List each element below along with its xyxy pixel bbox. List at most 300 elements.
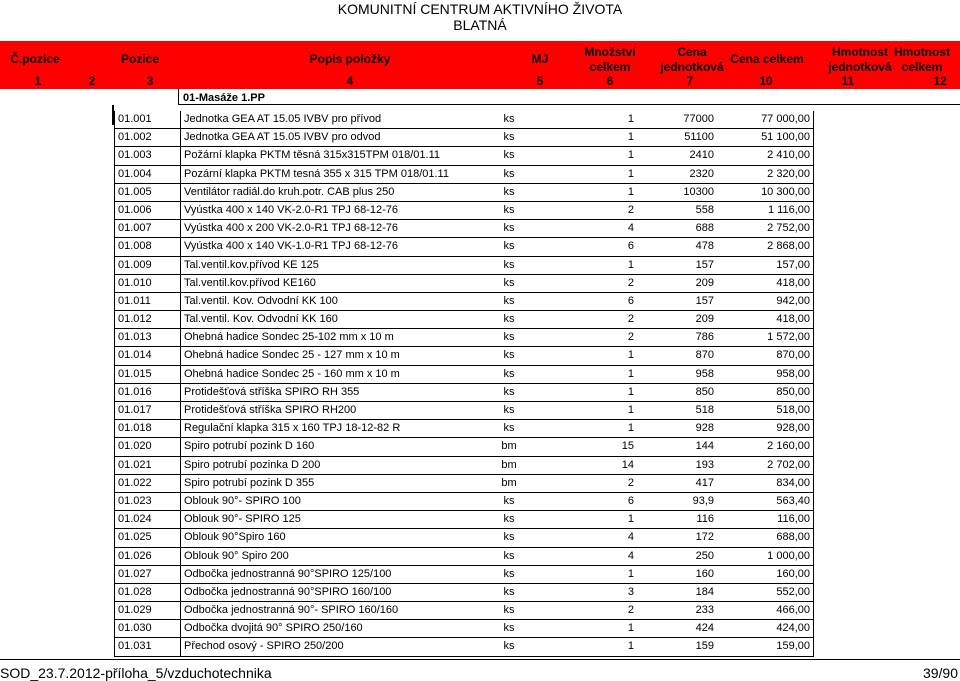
header-hm-j-2: jednotková (828, 60, 892, 74)
item-total-price: 958,00 (776, 367, 810, 380)
item-code: 01.009 (118, 258, 152, 271)
items-table (114, 111, 814, 657)
item-quantity: 2 (627, 203, 634, 216)
item-code: 01.024 (118, 513, 152, 526)
item-unit: ks (503, 549, 515, 562)
item-quantity: 2 (627, 276, 634, 289)
item-total-price: 157,00 (776, 258, 810, 271)
header-mnozstvi-1: Množství (584, 45, 636, 59)
item-quantity: 1 (627, 349, 634, 362)
grid-line (114, 420, 115, 438)
item-unit-price: 144 (695, 440, 714, 453)
grid-line (813, 329, 814, 347)
grid-line (180, 493, 181, 511)
item-total-price: 1 572,00 (767, 331, 810, 344)
grid-line (813, 438, 814, 456)
item-quantity: 6 (627, 240, 634, 253)
item-code: 01.023 (118, 494, 152, 507)
item-unit: ks (503, 494, 515, 507)
item-unit: bm (501, 458, 517, 471)
item-unit-price: 193 (695, 458, 714, 471)
item-unit: ks (503, 167, 515, 180)
grid-line (180, 620, 181, 638)
item-total-price: 77 000,00 (761, 113, 810, 125)
item-description: Spiro potrubí pozink D 160 (184, 440, 315, 453)
item-total-price: 160,00 (776, 567, 810, 580)
grid-line (813, 620, 814, 638)
col-number: 6 (606, 74, 614, 88)
grid-line (114, 111, 115, 129)
item-code: 01.007 (118, 222, 152, 235)
table-row (114, 147, 814, 165)
item-unit: ks (503, 513, 515, 526)
item-code: 01.014 (118, 349, 152, 362)
item-unit: ks (503, 276, 515, 289)
item-description: Oblouk 90°Spiro 160 (184, 531, 286, 544)
item-unit-price: 478 (695, 240, 714, 253)
item-unit: ks (503, 367, 515, 380)
item-unit-price: 209 (695, 313, 714, 326)
item-total-price: 563,40 (776, 494, 810, 507)
grid-line (114, 402, 115, 420)
item-code: 01.028 (118, 585, 152, 598)
item-code: 01.016 (118, 385, 152, 398)
col-number: 4 (346, 74, 354, 88)
table-row (114, 166, 814, 184)
table-row (114, 511, 814, 529)
grid-line (114, 511, 115, 529)
header-cena-celkem: Cena celkem (730, 52, 804, 66)
item-quantity: 1 (627, 567, 634, 580)
item-total-price: 10 300,00 (761, 185, 810, 198)
item-unit: ks (503, 149, 515, 162)
grid-line (813, 402, 814, 420)
item-description: Ohebná hadice Sondec 25 - 127 mm x 10 m (184, 349, 400, 362)
item-unit-price: 184 (695, 585, 714, 598)
table-row (114, 311, 814, 329)
item-description: Spiro potrubí pozinka D 200 (184, 458, 321, 471)
table-row (114, 275, 814, 293)
grid-line (180, 529, 181, 547)
item-description: Spiro potrubí pozink D 355 (184, 476, 315, 489)
item-quantity: 1 (627, 258, 634, 271)
item-unit-price: 417 (695, 476, 714, 489)
item-unit-price: 51100 (684, 131, 714, 144)
item-description: Požární klapka PKTM těsná 315x315TPM 018/01.11 (184, 149, 440, 162)
item-unit-price: 928 (695, 422, 714, 435)
grid-line (114, 275, 115, 293)
item-code: 01.021 (118, 458, 152, 471)
item-unit: ks (503, 385, 515, 398)
grid-line (114, 493, 115, 511)
item-quantity: 1 (627, 149, 634, 162)
item-total-price: 1 000,00 (767, 549, 810, 562)
grid-line (114, 329, 115, 347)
item-code: 01.017 (118, 404, 152, 416)
item-description: Jednotka GEA AT 15.05 IVBV pro odvod (184, 131, 381, 144)
grid-line (813, 493, 814, 511)
table-row (114, 566, 814, 584)
item-description: Pozární klapka PKTM tesná 355 x 315 TPM 018/01.11 (184, 167, 449, 180)
header-popis: Popis položky (309, 52, 391, 66)
grid-line (813, 147, 814, 165)
item-total-price: 2 702,00 (767, 458, 810, 471)
item-description: Tal.ventil. Kov. Odvodní KK 100 (184, 294, 338, 307)
item-code: 01.013 (118, 331, 152, 344)
item-unit-price: 518 (695, 404, 714, 416)
table-row (114, 457, 814, 475)
item-total-price: 424,00 (776, 622, 810, 635)
item-unit: ks (503, 604, 515, 617)
item-unit-price: 93,9 (692, 494, 714, 507)
grid-line (813, 184, 814, 202)
item-unit-price: 157 (695, 258, 714, 271)
item-unit-price: 870 (695, 349, 714, 362)
table-row (114, 548, 814, 566)
item-quantity: 1 (627, 385, 634, 398)
grid-line (180, 602, 181, 620)
item-total-price: 2 320,00 (767, 167, 810, 180)
item-quantity: 2 (627, 331, 634, 344)
item-unit: ks (503, 258, 515, 271)
grid-line (180, 475, 181, 493)
item-quantity: 1 (627, 131, 634, 144)
item-unit-price: 850 (695, 385, 714, 398)
item-description: Ohebná hadice Sondec 25-102 mm x 10 m (184, 331, 394, 344)
item-unit: ks (503, 185, 515, 198)
item-unit-price: 209 (695, 276, 714, 289)
item-code: 01.002 (118, 131, 152, 144)
item-code: 01.004 (118, 167, 152, 180)
item-unit-price: 159 (695, 640, 714, 653)
grid-line (813, 311, 814, 329)
header-pozice: Pozice (120, 52, 159, 66)
item-total-price: 942,00 (776, 294, 810, 307)
table-row (114, 420, 814, 438)
item-unit-price: 2410 (689, 149, 714, 162)
header-hm-c-2: celkem (901, 60, 943, 74)
item-unit-price: 172 (695, 531, 714, 544)
grid-line (813, 584, 814, 602)
grid-line (180, 147, 181, 165)
grid-line (114, 257, 115, 275)
document-subtitle: BLATNÁ (453, 17, 507, 33)
item-unit: ks (503, 203, 515, 216)
table-row (114, 202, 814, 220)
item-total-price: 870,00 (776, 349, 810, 362)
grid-line (180, 638, 181, 656)
item-total-price: 2 160,00 (767, 440, 810, 453)
grid-line (813, 529, 814, 547)
item-code: 01.030 (118, 622, 152, 635)
grid-line (180, 457, 181, 475)
item-code: 01.031 (118, 640, 152, 653)
header-hm-c-1: Hmotnost (894, 45, 950, 59)
grid-line (813, 166, 814, 184)
item-total-price: 2 410,00 (767, 149, 810, 162)
item-code: 01.008 (118, 240, 152, 253)
item-description: Oblouk 90°- SPIRO 100 (184, 494, 301, 507)
item-total-price: 2 752,00 (767, 222, 810, 235)
grid-line (813, 111, 814, 129)
table-row (114, 602, 814, 620)
grid-line (813, 548, 814, 566)
item-code: 01.003 (118, 149, 152, 162)
document-title: KOMUNITNÍ CENTRUM AKTIVNÍHO ŽIVOTA (337, 1, 623, 17)
item-unit-price: 688 (695, 222, 714, 235)
table-row (114, 347, 814, 365)
grid-line (180, 366, 181, 384)
item-unit: ks (503, 567, 515, 580)
header-cena-j-1: Cena (677, 45, 707, 59)
item-unit-price: 2320 (689, 167, 714, 180)
item-unit: bm (501, 440, 517, 453)
item-description: Vyústka 400 x 140 VK-1.0-R1 TPJ 68-12-76 (184, 240, 399, 253)
item-description: Tal.ventil.kov.přívod KE 125 (184, 258, 319, 271)
grid-line (813, 257, 814, 275)
grid-line (813, 293, 814, 311)
item-unit-price: 786 (695, 331, 714, 344)
grid-line (180, 184, 181, 202)
table-row (114, 438, 814, 456)
item-code: 01.010 (118, 276, 152, 289)
item-description: Oblouk 90°- SPIRO 125 (184, 513, 301, 526)
item-quantity: 1 (627, 622, 634, 635)
item-total-price: 51 100,00 (761, 131, 810, 144)
grid-line (114, 220, 115, 238)
item-unit: ks (503, 313, 515, 326)
grid-line (114, 638, 115, 656)
grid-line (813, 220, 814, 238)
item-unit: ks (503, 404, 515, 416)
col-number: 3 (146, 74, 154, 88)
item-code: 01.015 (118, 367, 152, 380)
table-row (114, 584, 814, 602)
grid-line (114, 548, 115, 566)
header-mnozstvi-2: celkem (589, 60, 631, 74)
grid-line (813, 602, 814, 620)
item-unit: ks (503, 113, 515, 125)
item-total-price: 418,00 (776, 276, 810, 289)
item-total-price: 418,00 (776, 313, 810, 326)
grid-line (114, 584, 115, 602)
table-row (114, 402, 814, 420)
item-description: Vyústka 400 x 140 VK-2.0-R1 TPJ 68-12-76 (184, 203, 399, 216)
item-description: Protidešťová stříška SPIRO RH 355 (184, 385, 360, 398)
item-total-price: 1 116,00 (767, 203, 810, 216)
item-code: 01.005 (118, 185, 152, 198)
item-total-price: 850,00 (776, 385, 810, 398)
grid-line (813, 275, 814, 293)
section-title: 01-Masáže 1.PP (178, 89, 960, 105)
grid-line (180, 275, 181, 293)
item-quantity: 4 (627, 531, 634, 544)
grid-line (180, 166, 181, 184)
item-quantity: 3 (627, 585, 634, 598)
grid-line (813, 475, 814, 493)
grid-line (114, 184, 115, 202)
item-unit: ks (503, 585, 515, 598)
grid-line (180, 511, 181, 529)
item-description: Jednotka GEA AT 15.05 IVBV pro přívod (184, 113, 382, 125)
grid-line (180, 257, 181, 275)
item-unit: bm (501, 476, 517, 489)
item-unit-price: 160 (695, 567, 714, 580)
item-description: Odbočka dvojitá 90° SPIRO 250/160 (184, 622, 363, 635)
grid-line (813, 366, 814, 384)
grid-line (114, 147, 115, 165)
table-row (114, 620, 814, 638)
col-number: 1 (34, 74, 42, 88)
item-total-price: 159,00 (776, 640, 810, 653)
item-quantity: 1 (627, 640, 634, 653)
item-total-price: 552,00 (776, 585, 810, 598)
col-number: 5 (536, 74, 544, 88)
item-quantity: 4 (627, 222, 634, 235)
grid-line (180, 293, 181, 311)
item-total-price: 518,00 (776, 404, 810, 416)
col-number: 12 (933, 74, 947, 88)
item-quantity: 15 (621, 440, 634, 453)
item-unit: ks (503, 422, 515, 435)
item-quantity: 1 (627, 404, 634, 416)
footer-page-number: 39/90 (922, 665, 958, 681)
item-unit-price: 157 (695, 294, 714, 307)
item-unit-price: 424 (695, 622, 714, 635)
grid-line (114, 656, 814, 657)
grid-line (813, 238, 814, 256)
item-description: Odbočka jednostranná 90°- SPIRO 160/160 (184, 604, 399, 617)
item-total-price: 928,00 (776, 422, 810, 435)
item-unit-price: 233 (695, 604, 714, 617)
item-total-price: 834,00 (776, 476, 810, 489)
grid-line (180, 438, 181, 456)
item-description: Oblouk 90° Spiro 200 (184, 549, 289, 562)
grid-line (180, 111, 181, 129)
grid-line (813, 202, 814, 220)
item-description: Ventilátor radiál.do kruh.potr. CAB plus 250 (184, 185, 395, 198)
grid-line (813, 566, 814, 584)
grid-line (180, 311, 181, 329)
item-total-price: 466,00 (776, 604, 810, 617)
col-number: 2 (88, 74, 96, 88)
table-row (114, 329, 814, 347)
item-total-price: 2 868,00 (767, 240, 810, 253)
item-description: Tal.ventil. Kov. Odvodní KK 160 (184, 313, 338, 326)
item-code: 01.029 (118, 604, 152, 617)
table-row (114, 238, 814, 256)
item-quantity: 1 (627, 167, 634, 180)
grid-line (114, 202, 115, 220)
grid-line (180, 584, 181, 602)
grid-line (180, 347, 181, 365)
table-row (114, 475, 814, 493)
item-description: Odbočka jednostranná 90°SPIRO 125/100 (184, 567, 392, 580)
header-hm-j-1: Hmotnost (832, 45, 888, 59)
column-numbers (0, 74, 960, 89)
grid-line (180, 548, 181, 566)
item-unit-price: 10300 (683, 185, 714, 198)
grid-line (114, 602, 115, 620)
table-row (114, 111, 814, 129)
item-description: Regulační klapka 315 x 160 TPJ 18-12-82 R (184, 422, 401, 435)
item-code: 01.012 (118, 313, 152, 326)
table-row (114, 129, 814, 147)
header-mj: MJ (531, 52, 549, 66)
item-code: 01.026 (118, 549, 152, 562)
grid-line (813, 511, 814, 529)
grid-line (813, 384, 814, 402)
item-unit: ks (503, 640, 515, 653)
table-row (114, 638, 814, 656)
grid-line (813, 420, 814, 438)
item-code: 01.011 (118, 294, 151, 307)
grid-line (180, 202, 181, 220)
item-description: Odbočka jednostranná 90°SPIRO 160/100 (184, 585, 392, 598)
col-number: 11 (841, 74, 855, 88)
item-quantity: 1 (627, 185, 634, 198)
item-unit: ks (503, 222, 515, 235)
table-row (114, 384, 814, 402)
table-row (114, 257, 814, 275)
grid-line (114, 384, 115, 402)
item-quantity: 1 (627, 367, 634, 380)
item-quantity: 6 (627, 494, 634, 507)
item-code: 01.027 (118, 567, 152, 580)
item-unit: ks (503, 622, 515, 635)
item-code: 01.018 (118, 422, 152, 435)
item-unit: ks (503, 131, 515, 144)
table-row (114, 220, 814, 238)
item-description: Protidešťová stříška SPIRO RH200 (184, 404, 357, 416)
footer-divider (0, 659, 960, 660)
grid-line (813, 638, 814, 656)
item-unit-price: 250 (695, 549, 714, 562)
grid-line (114, 293, 115, 311)
table-row (114, 366, 814, 384)
table-row (114, 293, 814, 311)
item-unit-price: 116 (696, 513, 714, 526)
grid-line (813, 457, 814, 475)
grid-line (813, 129, 814, 147)
item-unit: ks (503, 349, 515, 362)
item-total-price: 116,00 (777, 513, 810, 526)
grid-line (114, 347, 115, 365)
grid-line (180, 220, 181, 238)
item-code: 01.022 (118, 476, 152, 489)
header-c-pozice: Č.pozice (10, 52, 60, 66)
table-row (114, 184, 814, 202)
grid-line (114, 129, 115, 147)
item-unit: ks (503, 531, 515, 544)
item-code: 01.025 (118, 531, 152, 544)
grid-line (180, 402, 181, 420)
item-description: Tal.ventil.kov.přívod KE160 (184, 276, 316, 289)
item-quantity: 2 (627, 313, 634, 326)
grid-line (180, 238, 181, 256)
grid-line (114, 566, 115, 584)
item-description: Ohebná hadice Sondec 25 - 160 mm x 10 m (184, 367, 400, 380)
grid-line (180, 129, 181, 147)
item-description: Vyústka 400 x 200 VK-2.0-R1 TPJ 68-12-76 (184, 222, 399, 235)
grid-line (114, 620, 115, 638)
item-unit-price: 77000 (683, 113, 714, 125)
footer-filename: SOD_23.7.2012-příloha_5/vzduchotechnika (0, 665, 272, 681)
grid-line (180, 329, 181, 347)
item-code: 01.006 (118, 203, 152, 216)
item-quantity: 6 (627, 294, 634, 307)
item-unit-price: 958 (695, 367, 714, 380)
